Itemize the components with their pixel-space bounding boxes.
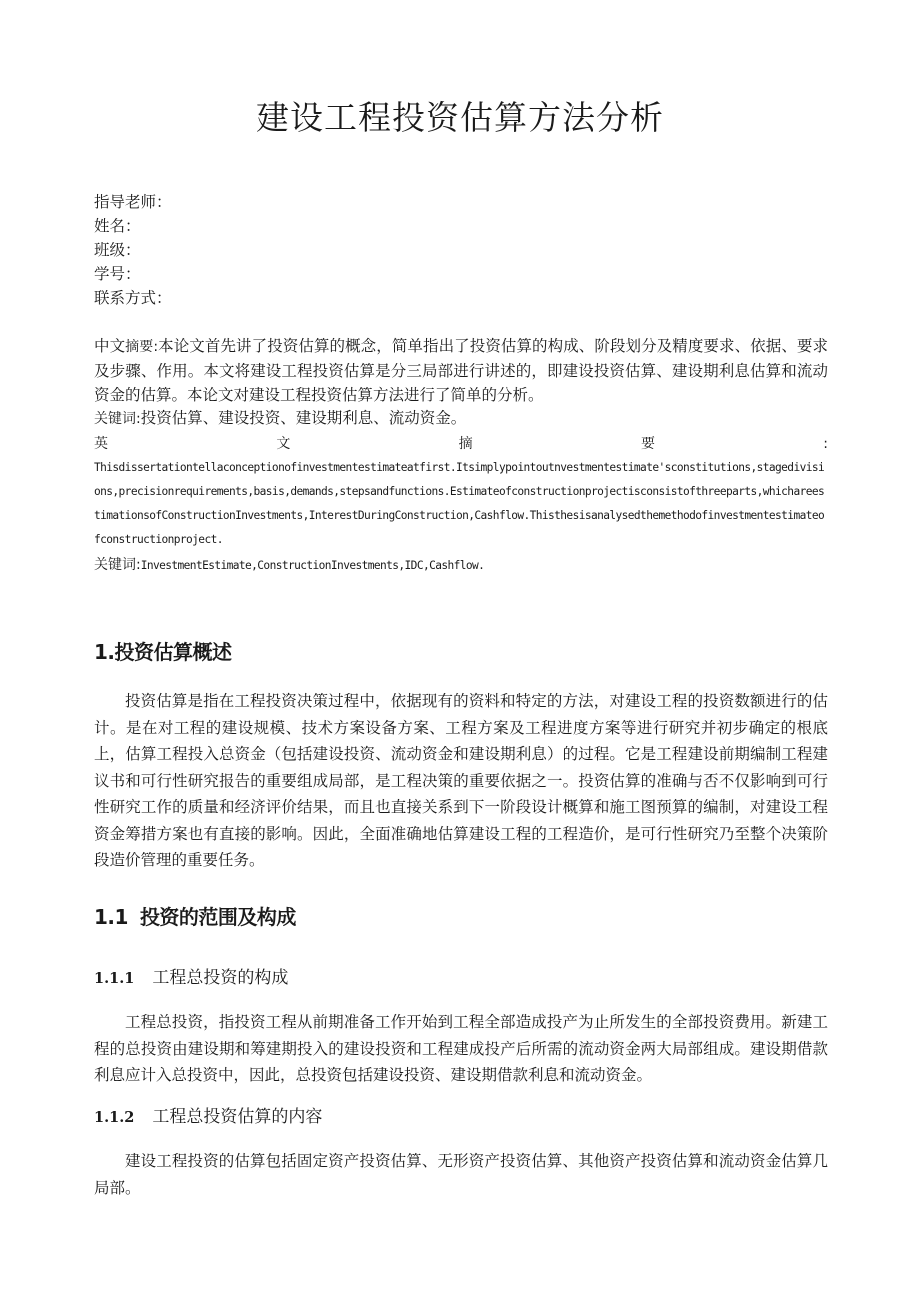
contact-line: 联系方式： [94,289,172,307]
author-info-block [94,190,172,310]
section-1-paragraph: 投资估算是指在工程投资决策过程中，依据现有的资料和特定的方法，对建设工程的投资数额进行的估计。是在对工程的建设规模、技术方案设备方案、工程方案及工程进度方案等进行研究并初步确定的根底上，估算工程投入总资金（包括建设投资、流动资金和建设期利息）的过程。它是工程建设前期编制工程建议书和可行性研究报告的重要组成局部，是工程决策的重要依据之一。投资估算的准确与否不仅影响到可行性研究工作的质量和经济评价结果，而且也直接关系到下一阶段设计概算和施工图预算的编制，对建设工程资金筹措方案也有直接的影响。因此，全面准确地估算建设工程的工程造价，是可行性研究乃至整个决策阶段造价管理的重要任务。 [94,692,828,869]
en-keywords-colon: : [136,557,141,573]
name-line: 姓名： [94,217,141,235]
cn-keywords-text: 投资估算、建设投资、建设期利息、流动资金。 [140,409,467,427]
english-abstract-text: Thisdissertationtellaconceptionofinvestmentestimateatfirst.Itsimplypointoutnvestmentestimate'sconstitutions,stagedivisions,precisionrequirements,basis,demands,stepsandfunctions.Estimateofconstructionprojectisconsistofthreeparts,whichareestimationsofConstructionInvestments,InterestDuringConstruction,Cashflow.Thisthesisanalysedthemethodofinvestmentestimateofconstructionproject. [94,461,825,546]
section-1-heading: 1.投资估算概述 [94,640,232,664]
en-label-char: 要 [640,436,655,452]
section-1-1-2-heading [94,1104,322,1131]
advisor-line: 指导老师： [94,193,172,211]
en-label-char: 文 [276,436,291,452]
section-1-1-2-paragraph: 建设工程投资的估算包括固定资产投资估算、无形资产投资估算、其他资产投资估算和流动资金估算几局部。 [94,1152,828,1197]
cn-abstract-label: 摘要 [125,339,154,355]
en-keywords-label: 关键词 [94,557,136,573]
section-1-1-2-number: 1.1.2 [94,1109,135,1126]
cn-abstract-prefix: 中文 [94,337,126,355]
cn-abstract-colon: : [153,339,159,355]
section-1-1-heading [94,903,296,931]
cn-keywords-colon: : [136,411,141,427]
cn-keywords-label: 关键词 [94,411,136,427]
class-line: 班级： [94,241,141,259]
section-1-1-1-heading [94,965,288,992]
en-label-char: : [823,436,828,452]
en-label-char: 英 [94,436,108,452]
section-1-1-2-title: 工程总投资估算的内容 [152,1107,323,1127]
chinese-keywords [94,406,828,431]
section-1-1-1-number: 1.1.1 [94,970,135,987]
document-title: 建设工程投资估算方法分析 [256,98,664,137]
chinese-abstract [94,334,828,407]
cn-abstract-text: 本论文首先讲了投资估算的概念，简单指出了投资估算的构成、阶段划分及精度要求、依据、要求及步骤、作用。本文将建设工程投资估算是分三局部进行讲述的，即建设投资估算、建设期利息估算和流动资金的估算。本论文对建设工程投资估算方法进行了简单的分析。 [94,337,828,404]
en-keywords-text: InvestmentEstimate,ConstructionInvestments,IDC,Cashflow. [140,559,485,572]
section-1-1-number: 1.1 [94,905,128,929]
student-id-line: 学号： [94,265,141,283]
section-1-1-1-title: 工程总投资的构成 [152,968,289,988]
section-1-1-1-paragraph: 工程总投资，指投资工程从前期准备工作开始到工程全部造成投产为止所发生的全部投资费用。新建工程的总投资由建设期和筹建期投入的建设投资和工程建成投产后所需的流动资金两大局部组成。建设期借款利息应计入总投资中，因此，总投资包括建设投资、建设期借款利息和流动资金。 [94,1013,828,1084]
english-keywords [94,552,828,578]
section-1-1-title: 投资的范围及构成 [139,905,296,929]
en-label-char: 摘 [458,436,473,452]
english-abstract-label [94,432,828,456]
